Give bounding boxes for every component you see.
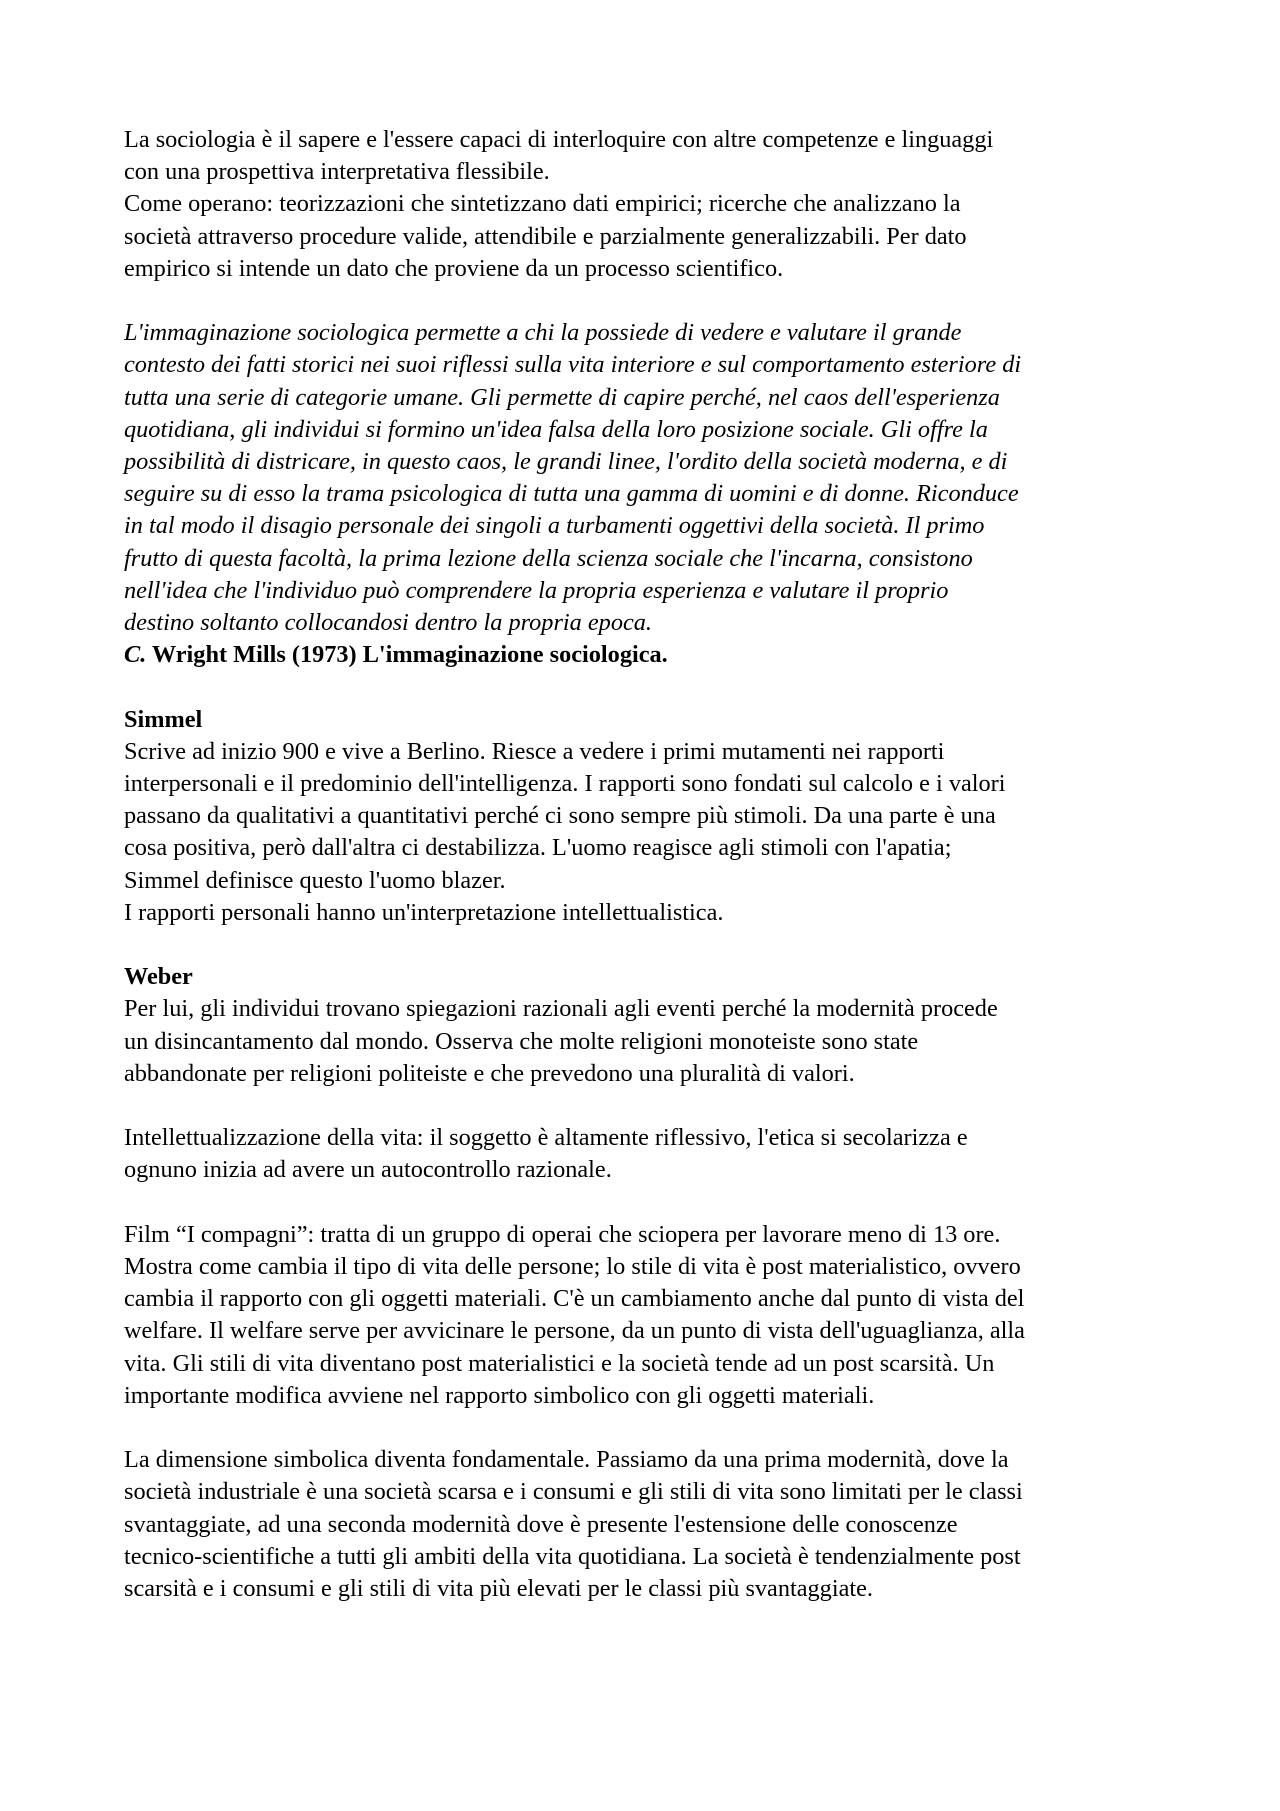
text-line: Simmel definisce questo l'uomo blazer. bbox=[124, 866, 506, 894]
text-line: società attraverso procedure valide, attendibile e parzialmente generalizzabili. Per dato bbox=[124, 222, 967, 250]
paragraph-gap bbox=[124, 1090, 1184, 1122]
quote-line: quotidiana, gli individui si formino un'idea falsa della loro posizione sociale. Gli offre la bbox=[124, 415, 988, 443]
text-line: tecnico-scientifiche a tutti gli ambiti della vita quotidiana. La società è tendenzialmente post bbox=[124, 1542, 1021, 1570]
text-line: interpersonali e il predominio dell'intelligenza. I rapporti sono fondati sul calcolo e i valori bbox=[124, 770, 1006, 798]
text-line: passano da qualitativi a quantitativi perché ci sono sempre più stimoli. Da una parte è una bbox=[124, 802, 996, 830]
paragraph-gap bbox=[124, 929, 1184, 961]
text-line: La dimensione simbolica diventa fondamentale. Passiamo da una prima modernità, dove la bbox=[124, 1446, 1009, 1474]
simmel-section bbox=[124, 704, 1184, 929]
text-line: un disincantamento dal mondo. Osserva che molte religioni monoteiste sono state bbox=[124, 1027, 919, 1055]
text-line: cambia il rapporto con gli oggetti materiali. C'è un cambiamento anche dal punto di vista del bbox=[124, 1285, 1025, 1313]
quote-line: contesto dei fatti storici nei suoi riflessi sulla vita interiore e sul comportamento esteriore di bbox=[124, 351, 1022, 379]
document-page bbox=[124, 124, 1184, 1605]
symbolic-dimension-paragraph bbox=[124, 1444, 1184, 1605]
film-paragraph bbox=[124, 1219, 1184, 1412]
text-line: cosa positiva, però dall'altra ci destabilizza. L'uomo reagisce agli stimoli con l'apatia; bbox=[124, 834, 952, 862]
text-line: ognuno inizia ad avere un autocontrollo razionale. bbox=[124, 1156, 612, 1184]
text-line: empirico si intende un dato che proviene da un processo scientifico. bbox=[124, 254, 784, 282]
text-line: società industriale è una società scarsa e i consumi e gli stili di vita sono limitati per le classi bbox=[124, 1478, 1023, 1506]
quote-line: frutto di questa facoltà, la prima lezione della scienza sociale che l'incarna, consistono bbox=[124, 544, 973, 572]
quote-line: nell'idea che l'individuo può comprendere la propria esperienza e valutare il proprio bbox=[124, 576, 949, 604]
weber-section bbox=[124, 961, 1184, 1090]
paragraph-gap bbox=[124, 1412, 1184, 1444]
text-line: svantaggiate, ad una seconda modernità dove è presente l'estensione delle conoscenze bbox=[124, 1510, 958, 1538]
text-line: vita. Gli stili di vita diventano post materialistici e la società tende ad un post scarsità. Un bbox=[124, 1349, 995, 1377]
text-line: Scrive ad inizio 900 e vive a Berlino. Riesce a vedere i primi mutamenti nei rapporti bbox=[124, 737, 945, 765]
paragraph-gap bbox=[124, 1187, 1184, 1219]
mills-quote bbox=[124, 317, 1184, 639]
quote-line: in tal modo il disagio personale dei singoli a turbamenti oggettivi della società. Il primo bbox=[124, 512, 985, 540]
simmel-heading: Simmel bbox=[124, 705, 203, 733]
text-line: La sociologia è il sapere e l'essere capaci di interloquire con altre competenze e linguaggi bbox=[124, 126, 994, 153]
text-line: welfare. Il welfare serve per avvicinare le persone, da un punto di vista dell'uguaglianza, alla bbox=[124, 1317, 1025, 1345]
quote-line: tutta una serie di categorie umane. Gli permette di capire perché, nel caos dell'esperienza bbox=[124, 383, 1000, 411]
quote-citation bbox=[124, 639, 1184, 671]
text-line: I rapporti personali hanno un'interpretazione intellettualistica. bbox=[124, 898, 724, 926]
quote-line: possibilità di districare, in questo caos, le grandi linee, l'ordito della società moderna, e di bbox=[124, 448, 1008, 476]
citation-initial: C. bbox=[124, 641, 147, 669]
citation-line bbox=[124, 639, 1184, 671]
text-line: Mostra come cambia il tipo di vita delle persone; lo stile di vita è post materialistico, ovvero bbox=[124, 1253, 1021, 1281]
intro-paragraph bbox=[124, 124, 1184, 285]
paragraph-gap bbox=[124, 671, 1184, 703]
quote-line: seguire su di esso la trama psicologica di tutta una gamma di uomini e di donne. Riconduce bbox=[124, 480, 1019, 508]
quote-line: L'immaginazione sociologica permette a chi la possiede di vedere e valutare il grande bbox=[124, 319, 962, 347]
text-line: importante modifica avviene nel rapporto simbolico con gli oggetti materiali. bbox=[124, 1381, 875, 1409]
text-line: con una prospettiva interpretativa flessibile. bbox=[124, 158, 550, 186]
weber-heading: Weber bbox=[124, 963, 193, 991]
text-line: Per lui, gli individui trovano spiegazioni razionali agli eventi perché la modernità procede bbox=[124, 995, 998, 1023]
citation-text: Wright Mills (1973) L'immaginazione sociologica. bbox=[146, 641, 668, 669]
paragraph-gap bbox=[124, 285, 1184, 317]
text-line: scarsità e i consumi e gli stili di vita più elevati per le classi più svantaggiate. bbox=[124, 1575, 873, 1603]
text-line: Intellettualizzazione della vita: il soggetto è altamente riflessivo, l'etica si secolarizza e bbox=[124, 1124, 968, 1152]
intellectualization-paragraph bbox=[124, 1122, 1184, 1186]
text-line: Film “I compagni”: tratta di un gruppo di operai che sciopera per lavorare meno di 13 ore. bbox=[124, 1220, 1001, 1248]
quote-line: destino soltanto collocandosi dentro la propria epoca. bbox=[124, 609, 652, 637]
text-line: abbandonate per religioni politeiste e che prevedono una pluralità di valori. bbox=[124, 1059, 855, 1087]
text-line: Come operano: teorizzazioni che sintetizzano dati empirici; ricerche che analizzano la bbox=[124, 190, 961, 218]
